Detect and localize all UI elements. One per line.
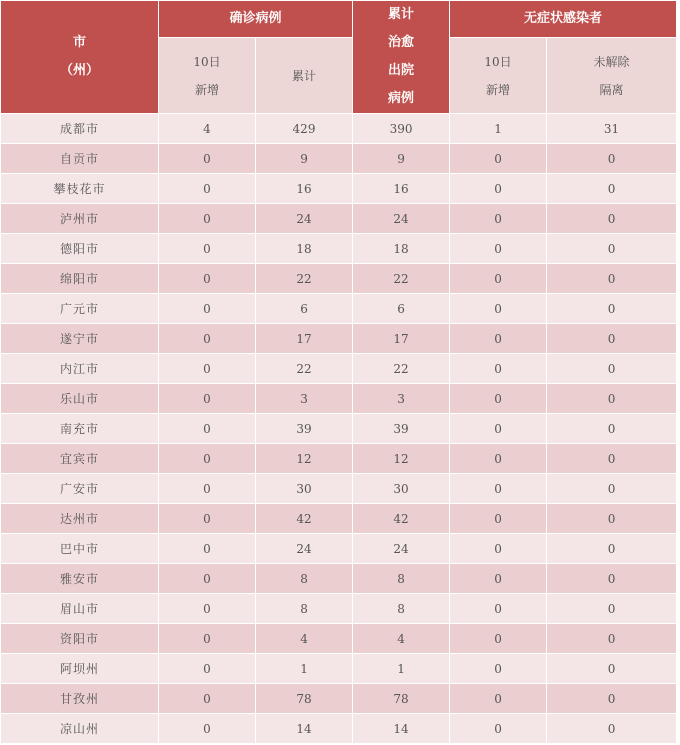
healed-cell: 42 [353,504,450,534]
healed-cell: 1 [353,654,450,684]
asym-isolation-cell: 0 [547,624,677,654]
asym-new-cell: 0 [450,174,547,204]
city-cell: 广元市 [1,294,159,324]
total-cases-cell: 12 [256,444,353,474]
asym-new-cell: 0 [450,534,547,564]
total-cases-cell: 1 [256,654,353,684]
table-row [1,354,677,384]
new-cases-cell: 0 [159,684,256,714]
asym-isolation-cell: 0 [547,324,677,354]
table-row [1,204,677,234]
new-cases-cell: 0 [159,594,256,624]
total-cases-cell: 39 [256,414,353,444]
table-row [1,384,677,414]
total-cases-cell: 78 [256,684,353,714]
asym-new-cell: 0 [450,714,547,744]
asym-isolation-cell: 0 [547,354,677,384]
header-not-released [547,38,677,114]
city-cell: 自贡市 [1,144,159,174]
asym-new-cell: 0 [450,144,547,174]
asym-isolation-cell: 0 [547,414,677,444]
healed-cell: 6 [353,294,450,324]
table-row [1,594,677,624]
city-cell: 阿坝州 [1,654,159,684]
asym-isolation-cell: 0 [547,234,677,264]
new-cases-cell: 0 [159,174,256,204]
asym-new-cell: 0 [450,204,547,234]
new-cases-cell: 0 [159,444,256,474]
asym-new-cell: 0 [450,354,547,384]
asym-isolation-cell: 0 [547,564,677,594]
header-asym-new-10-line: 新增 [486,82,511,97]
table-row [1,684,677,714]
new-cases-cell: 4 [159,114,256,144]
healed-cell: 24 [353,534,450,564]
asym-isolation-cell: 0 [547,654,677,684]
header-asym-new-10-line: 10日 [484,54,512,69]
city-cell: 成都市 [1,114,159,144]
healed-cell: 22 [353,354,450,384]
header-city-label: 市 [72,35,86,50]
healed-cell: 9 [353,144,450,174]
total-cases-cell: 4 [256,624,353,654]
asym-new-cell: 0 [450,264,547,294]
asym-new-cell: 0 [450,594,547,624]
total-cases-cell: 8 [256,564,353,594]
new-cases-cell: 0 [159,204,256,234]
asym-new-cell: 0 [450,654,547,684]
header-not-released-line: 隔离 [599,82,624,97]
healed-cell: 390 [353,114,450,144]
table-row [1,564,677,594]
asym-new-cell: 0 [450,684,547,714]
new-cases-cell: 0 [159,324,256,354]
total-cases-cell: 429 [256,114,353,144]
total-cases-cell: 6 [256,294,353,324]
city-cell: 南充市 [1,414,159,444]
asym-new-cell: 0 [450,234,547,264]
new-cases-cell: 0 [159,384,256,414]
new-cases-cell: 0 [159,504,256,534]
new-cases-cell: 0 [159,624,256,654]
table-row [1,624,677,654]
city-cell: 眉山市 [1,594,159,624]
table-row [1,474,677,504]
asym-isolation-cell: 0 [547,204,677,234]
header-new-10 [159,38,256,114]
asym-isolation-cell: 0 [547,594,677,624]
asym-isolation-cell: 0 [547,714,677,744]
header-healed-line: 累计 [388,7,415,22]
city-cell: 攀枝花市 [1,174,159,204]
new-cases-cell: 0 [159,234,256,264]
asym-new-cell: 0 [450,624,547,654]
asym-isolation-cell: 0 [547,264,677,294]
header-confirmed: 确诊病例 [159,1,353,38]
asym-new-cell: 0 [450,414,547,444]
healed-cell: 24 [353,204,450,234]
header-healed [353,1,450,114]
table-body [1,114,677,744]
asym-isolation-cell: 0 [547,474,677,504]
total-cases-cell: 9 [256,144,353,174]
healed-cell: 17 [353,324,450,354]
total-cases-cell: 24 [256,534,353,564]
asym-isolation-cell: 0 [547,384,677,414]
new-cases-cell: 0 [159,264,256,294]
healed-cell: 8 [353,564,450,594]
asym-new-cell: 0 [450,504,547,534]
table-row [1,654,677,684]
header-city-sub: （州） [59,63,99,78]
city-cell: 德阳市 [1,234,159,264]
asym-new-cell: 0 [450,384,547,414]
total-cases-cell: 24 [256,204,353,234]
header-asym-new-10 [450,38,547,114]
city-cell: 宜宾市 [1,444,159,474]
total-cases-cell: 16 [256,174,353,204]
asym-isolation-cell: 0 [547,174,677,204]
total-cases-cell: 8 [256,594,353,624]
healed-cell: 8 [353,594,450,624]
asym-new-cell: 0 [450,444,547,474]
city-cell: 乐山市 [1,384,159,414]
city-cell: 广安市 [1,474,159,504]
city-cell: 泸州市 [1,204,159,234]
city-cell: 凉山州 [1,714,159,744]
city-cell: 雅安市 [1,564,159,594]
new-cases-cell: 0 [159,564,256,594]
asym-new-cell: 1 [450,114,547,144]
total-cases-cell: 30 [256,474,353,504]
table-row [1,294,677,324]
header-new-10-line: 10日 [193,54,221,69]
header-cumulative: 累计 [256,38,353,114]
new-cases-cell: 0 [159,144,256,174]
asym-isolation-cell: 0 [547,144,677,174]
new-cases-cell: 0 [159,414,256,444]
healed-cell: 39 [353,414,450,444]
new-cases-cell: 0 [159,534,256,564]
table-row [1,444,677,474]
total-cases-cell: 17 [256,324,353,354]
healed-cell: 78 [353,684,450,714]
header-healed-line: 病例 [388,91,415,106]
asym-new-cell: 0 [450,324,547,354]
header-city [1,1,159,114]
asym-new-cell: 0 [450,474,547,504]
total-cases-cell: 3 [256,384,353,414]
total-cases-cell: 18 [256,234,353,264]
asym-isolation-cell: 0 [547,534,677,564]
asym-isolation-cell: 0 [547,444,677,474]
new-cases-cell: 0 [159,474,256,504]
header-asymptomatic: 无症状感染者 [450,1,677,38]
city-cell: 巴中市 [1,534,159,564]
table-row [1,144,677,174]
healed-cell: 22 [353,264,450,294]
new-cases-cell: 0 [159,354,256,384]
table-row [1,174,677,204]
new-cases-cell: 0 [159,714,256,744]
healed-cell: 18 [353,234,450,264]
healed-cell: 3 [353,384,450,414]
city-cell: 甘孜州 [1,684,159,714]
new-cases-cell: 0 [159,654,256,684]
header-healed-line: 治愈 [388,35,415,50]
city-cell: 资阳市 [1,624,159,654]
city-cell: 达州市 [1,504,159,534]
table-row [1,324,677,354]
header-not-released-line: 未解除 [593,54,630,69]
table-row [1,114,677,144]
city-cell: 绵阳市 [1,264,159,294]
table-row [1,504,677,534]
asym-new-cell: 0 [450,564,547,594]
total-cases-cell: 14 [256,714,353,744]
total-cases-cell: 42 [256,504,353,534]
table-row [1,414,677,444]
healed-cell: 4 [353,624,450,654]
new-cases-cell: 0 [159,294,256,324]
asym-isolation-cell: 0 [547,504,677,534]
total-cases-cell: 22 [256,354,353,384]
header-healed-line: 出院 [388,63,415,78]
asym-isolation-cell: 0 [547,294,677,324]
city-cell: 内江市 [1,354,159,384]
healed-cell: 16 [353,174,450,204]
header-new-10-line: 新增 [194,82,219,97]
city-cell: 遂宁市 [1,324,159,354]
total-cases-cell: 22 [256,264,353,294]
healed-cell: 12 [353,444,450,474]
table-row [1,714,677,744]
asym-new-cell: 0 [450,294,547,324]
healed-cell: 30 [353,474,450,504]
table-row [1,234,677,264]
asym-isolation-cell: 31 [547,114,677,144]
healed-cell: 14 [353,714,450,744]
asym-isolation-cell: 0 [547,684,677,714]
table-row [1,264,677,294]
table-row [1,534,677,564]
